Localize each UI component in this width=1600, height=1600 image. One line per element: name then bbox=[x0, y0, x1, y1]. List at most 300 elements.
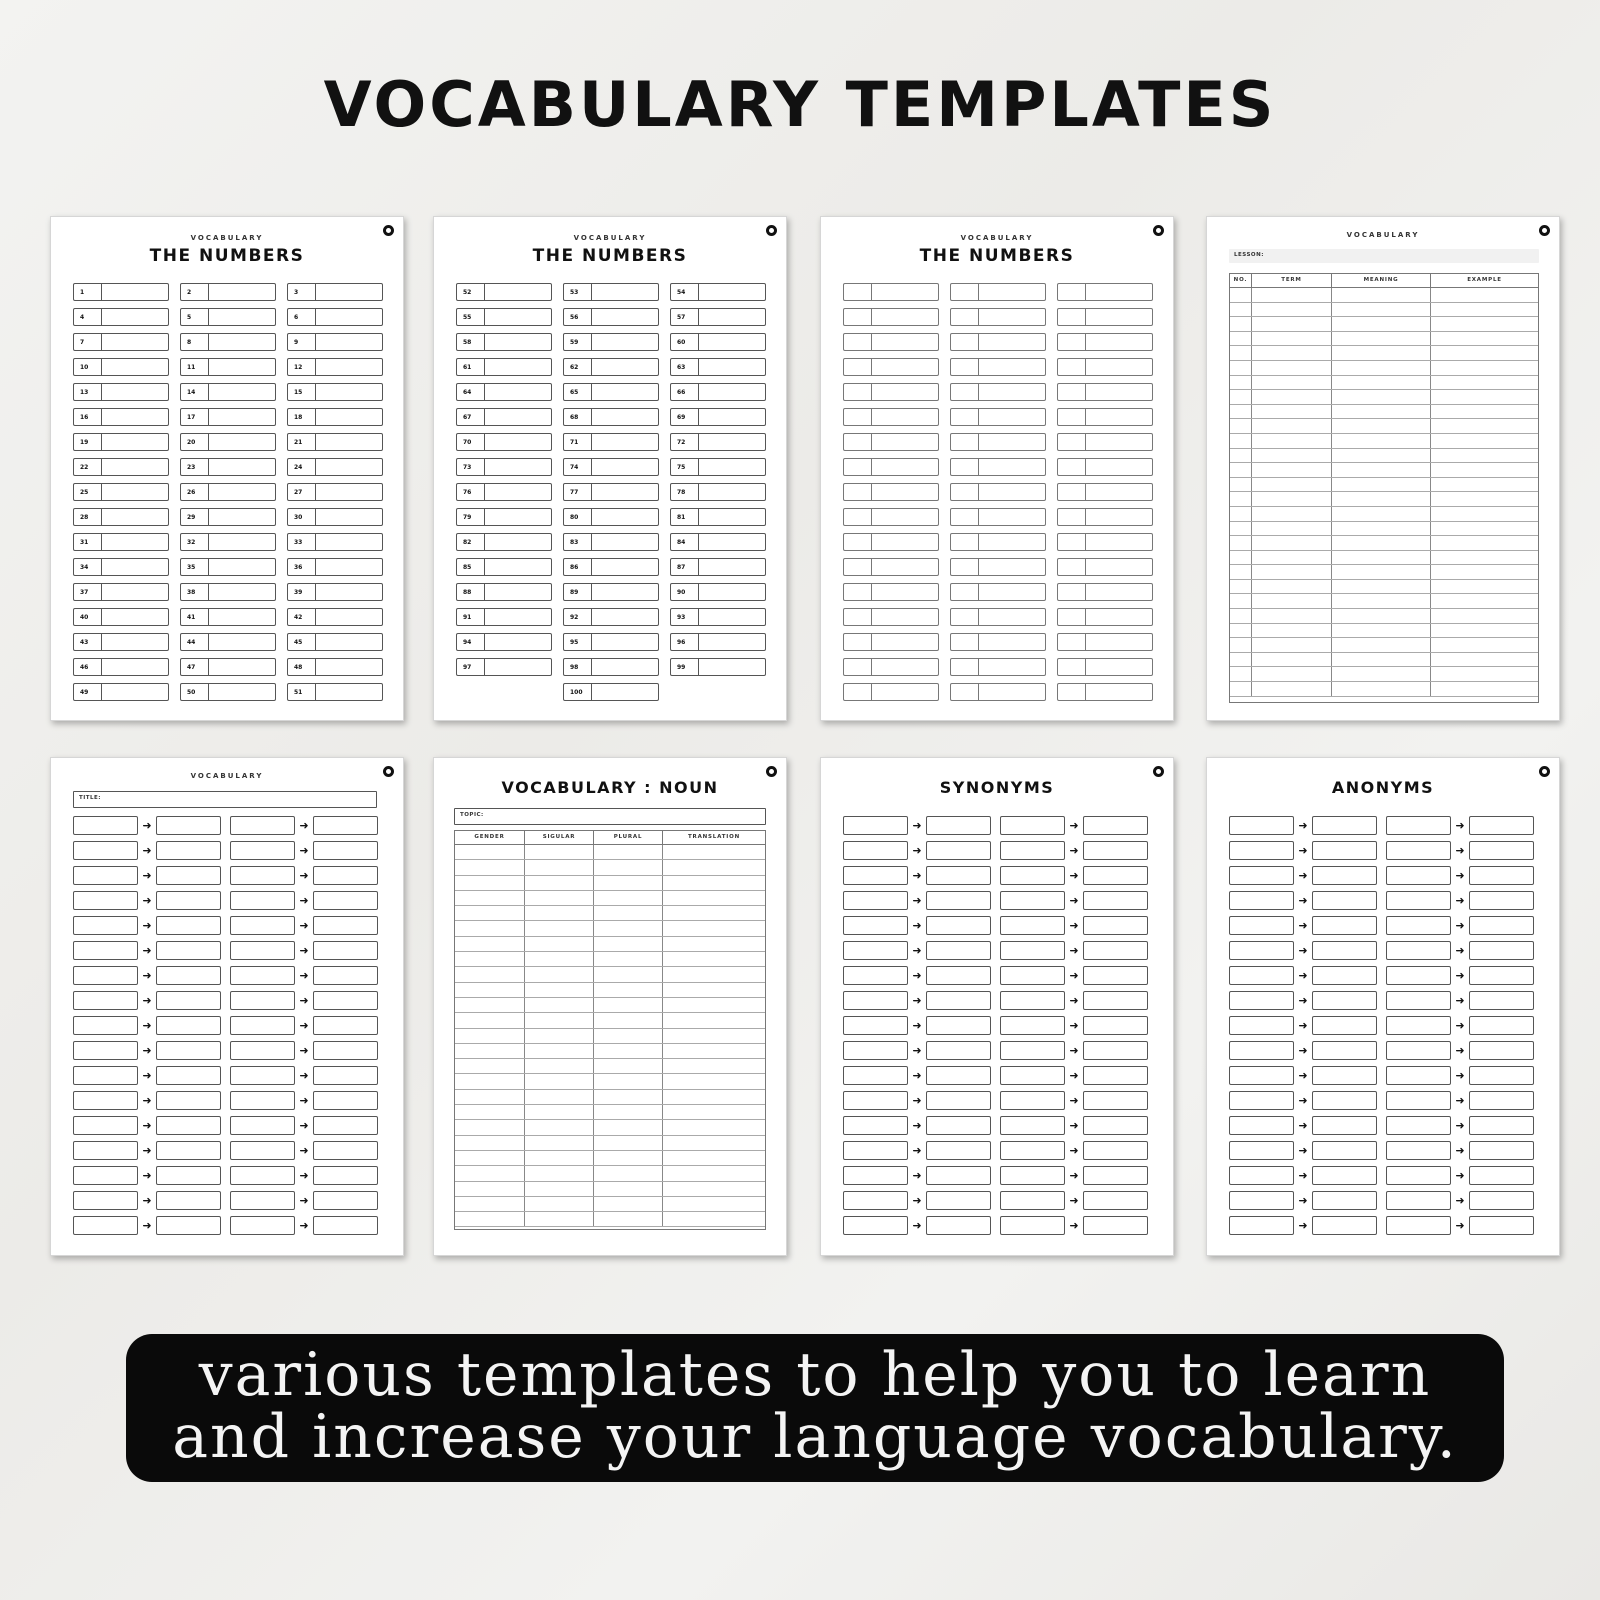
table-cell bbox=[1332, 492, 1431, 506]
table-cell bbox=[455, 845, 525, 859]
word-box bbox=[313, 1041, 378, 1060]
number-label bbox=[844, 634, 872, 650]
table-cell bbox=[1332, 624, 1431, 638]
number-label: 76 bbox=[457, 484, 485, 500]
table-cell bbox=[455, 1120, 525, 1134]
word-box bbox=[926, 866, 991, 885]
table-cell bbox=[1252, 346, 1332, 360]
arrow-right-icon: ➜ bbox=[912, 919, 922, 932]
number-label bbox=[1058, 684, 1086, 700]
table-cell bbox=[525, 845, 594, 859]
word-box bbox=[1312, 1066, 1377, 1085]
arrow-right-icon: ➜ bbox=[1455, 994, 1465, 1007]
number-label: 12 bbox=[288, 359, 316, 375]
arrow-right-icon: ➜ bbox=[299, 1194, 309, 1207]
table-cell bbox=[594, 1120, 663, 1134]
table-row bbox=[1230, 390, 1538, 405]
table-row bbox=[455, 937, 765, 952]
table-cell bbox=[1431, 449, 1538, 463]
number-label bbox=[951, 484, 979, 500]
number-label bbox=[951, 684, 979, 700]
table-cell bbox=[663, 1197, 765, 1211]
word-box bbox=[1386, 841, 1451, 860]
number-cell bbox=[563, 308, 659, 326]
number-cell bbox=[287, 533, 383, 551]
page-subheading: VOCABULARY bbox=[1346, 231, 1420, 239]
number-cell bbox=[456, 483, 552, 501]
number-cell bbox=[180, 608, 276, 626]
table-cell bbox=[525, 1212, 594, 1226]
table-row bbox=[1230, 317, 1538, 332]
arrow-right-icon: ➜ bbox=[299, 994, 309, 1007]
word-box bbox=[1386, 1116, 1451, 1135]
number-label: 2 bbox=[181, 284, 209, 300]
word-box bbox=[1229, 1191, 1294, 1210]
arrow-right-icon: ➜ bbox=[1455, 1194, 1465, 1207]
table-cell bbox=[594, 1090, 663, 1104]
word-box bbox=[1312, 916, 1377, 935]
number-cell bbox=[180, 558, 276, 576]
word-box bbox=[1000, 891, 1065, 910]
number-cell bbox=[1057, 633, 1153, 651]
number-cell bbox=[73, 558, 169, 576]
number-cell bbox=[843, 633, 939, 651]
arrow-right-icon: ➜ bbox=[1455, 1019, 1465, 1032]
number-label bbox=[951, 609, 979, 625]
number-cell bbox=[563, 633, 659, 651]
arrow-right-icon: ➜ bbox=[1069, 1169, 1079, 1182]
number-cell bbox=[950, 283, 1046, 301]
number-label: 6 bbox=[288, 309, 316, 325]
word-box bbox=[1386, 1216, 1451, 1235]
word-box bbox=[230, 841, 295, 860]
table-cell bbox=[1230, 551, 1252, 565]
number-label: 25 bbox=[74, 484, 102, 500]
word-box bbox=[1312, 1116, 1377, 1135]
number-label bbox=[1058, 284, 1086, 300]
number-cell bbox=[1057, 308, 1153, 326]
number-cell bbox=[950, 533, 1046, 551]
table-cell bbox=[1252, 463, 1332, 477]
page-title: VOCABULARY TEMPLATES bbox=[323, 68, 1277, 141]
number-label bbox=[844, 684, 872, 700]
word-box bbox=[156, 1166, 221, 1185]
table-cell bbox=[594, 1105, 663, 1119]
arrow-right-icon: ➜ bbox=[1069, 869, 1079, 882]
number-cell bbox=[73, 283, 169, 301]
table-cell bbox=[1230, 594, 1252, 608]
table-cell bbox=[663, 1074, 765, 1088]
word-box bbox=[1000, 1141, 1065, 1160]
number-label: 19 bbox=[74, 434, 102, 450]
word-box bbox=[156, 1066, 221, 1085]
table-row bbox=[455, 860, 765, 875]
number-label: 40 bbox=[74, 609, 102, 625]
number-label: 7 bbox=[74, 334, 102, 350]
word-box bbox=[156, 941, 221, 960]
column-header: GENDER bbox=[455, 831, 525, 844]
numbers-grid bbox=[843, 283, 1153, 701]
number-cell bbox=[287, 683, 383, 701]
arrow-right-icon: ➜ bbox=[142, 1094, 152, 1107]
page-heading: VOCABULARY : NOUN bbox=[501, 778, 719, 797]
number-cell bbox=[1057, 558, 1153, 576]
number-cell bbox=[287, 483, 383, 501]
arrow-right-icon: ➜ bbox=[142, 819, 152, 832]
table-cell bbox=[1431, 624, 1538, 638]
table-row bbox=[1230, 522, 1538, 537]
arrow-right-icon: ➜ bbox=[1455, 944, 1465, 957]
table-cell bbox=[525, 1105, 594, 1119]
number-cell bbox=[287, 558, 383, 576]
number-cell bbox=[180, 358, 276, 376]
synonym-pairs-grid bbox=[843, 816, 1147, 1235]
number-label bbox=[1058, 434, 1086, 450]
table-cell bbox=[525, 1136, 594, 1150]
word-box bbox=[1229, 991, 1294, 1010]
number-cell bbox=[180, 433, 276, 451]
word-box bbox=[1000, 816, 1065, 835]
arrow-right-icon: ➜ bbox=[299, 1069, 309, 1082]
table-row bbox=[1230, 405, 1538, 420]
table-cell bbox=[1230, 667, 1252, 681]
lesson-field bbox=[1229, 249, 1539, 263]
number-label bbox=[951, 559, 979, 575]
number-cell bbox=[456, 633, 552, 651]
number-cell bbox=[670, 558, 766, 576]
word-box bbox=[1469, 991, 1534, 1010]
table-row bbox=[1230, 609, 1538, 624]
table-cell bbox=[1332, 638, 1431, 652]
arrow-right-icon: ➜ bbox=[299, 969, 309, 982]
number-label bbox=[844, 559, 872, 575]
number-label: 93 bbox=[671, 609, 699, 625]
number-label bbox=[1058, 459, 1086, 475]
number-label: 92 bbox=[564, 609, 592, 625]
word-box bbox=[843, 1166, 908, 1185]
arrow-right-icon: ➜ bbox=[1455, 1169, 1465, 1182]
number-cell bbox=[73, 333, 169, 351]
number-label: 85 bbox=[457, 559, 485, 575]
number-label bbox=[844, 534, 872, 550]
number-label bbox=[951, 659, 979, 675]
number-label: 99 bbox=[671, 659, 699, 675]
number-cell bbox=[1057, 658, 1153, 676]
number-label: 83 bbox=[564, 534, 592, 550]
number-label: 5 bbox=[181, 309, 209, 325]
table-row bbox=[455, 921, 765, 936]
word-box bbox=[1229, 1016, 1294, 1035]
table-cell bbox=[1230, 463, 1252, 477]
table-cell bbox=[1431, 551, 1538, 565]
table-cell bbox=[1252, 478, 1332, 492]
arrow-right-icon: ➜ bbox=[912, 1194, 922, 1207]
number-label: 10 bbox=[74, 359, 102, 375]
ring-icon bbox=[1153, 766, 1164, 777]
table-cell bbox=[1431, 332, 1538, 346]
arrow-right-icon: ➜ bbox=[1298, 894, 1308, 907]
word-box bbox=[843, 1191, 908, 1210]
number-label: 75 bbox=[671, 459, 699, 475]
word-box bbox=[926, 991, 991, 1010]
number-cell bbox=[563, 683, 659, 701]
word-box bbox=[926, 841, 991, 860]
number-label bbox=[1058, 609, 1086, 625]
number-cell bbox=[670, 483, 766, 501]
arrow-right-icon: ➜ bbox=[299, 919, 309, 932]
word-box bbox=[230, 1116, 295, 1135]
number-cell bbox=[563, 583, 659, 601]
tagline-line-2: and increase your language vocabulary. bbox=[172, 1402, 1458, 1472]
word-box bbox=[843, 1041, 908, 1060]
word-box bbox=[1083, 816, 1148, 835]
table-row bbox=[1230, 667, 1538, 682]
number-label bbox=[844, 409, 872, 425]
word-box bbox=[1083, 966, 1148, 985]
word-box bbox=[843, 941, 908, 960]
arrow-right-icon: ➜ bbox=[912, 944, 922, 957]
word-box bbox=[843, 891, 908, 910]
word-box bbox=[1229, 966, 1294, 985]
word-box bbox=[1469, 1066, 1534, 1085]
table-cell bbox=[1230, 653, 1252, 667]
table-cell bbox=[594, 1166, 663, 1180]
table-cell bbox=[525, 860, 594, 874]
table-row bbox=[455, 1197, 765, 1212]
number-label: 45 bbox=[288, 634, 316, 650]
word-box bbox=[313, 1141, 378, 1160]
page-subheading: VOCABULARY bbox=[190, 234, 264, 242]
arrow-right-icon: ➜ bbox=[1069, 819, 1079, 832]
word-box bbox=[1000, 991, 1065, 1010]
number-label bbox=[844, 359, 872, 375]
word-box bbox=[1083, 1091, 1148, 1110]
number-cell bbox=[670, 408, 766, 426]
table-row bbox=[455, 1074, 765, 1089]
table-row bbox=[1230, 682, 1538, 697]
word-box bbox=[926, 941, 991, 960]
arrow-right-icon: ➜ bbox=[1298, 919, 1308, 932]
table-body bbox=[455, 845, 765, 1227]
table-cell bbox=[525, 1090, 594, 1104]
number-cell bbox=[1057, 433, 1153, 451]
table-cell bbox=[1431, 580, 1538, 594]
word-box bbox=[73, 1166, 138, 1185]
number-label: 33 bbox=[288, 534, 316, 550]
number-cell bbox=[287, 583, 383, 601]
arrow-right-icon: ➜ bbox=[1298, 1169, 1308, 1182]
word-box bbox=[230, 1016, 295, 1035]
word-box bbox=[230, 1066, 295, 1085]
number-label: 67 bbox=[457, 409, 485, 425]
arrow-right-icon: ➜ bbox=[1069, 1044, 1079, 1057]
table-cell bbox=[663, 937, 765, 951]
arrow-right-icon: ➜ bbox=[912, 1019, 922, 1032]
number-label: 54 bbox=[671, 284, 699, 300]
number-cell bbox=[1057, 508, 1153, 526]
table-cell bbox=[1252, 449, 1332, 463]
table-cell bbox=[1332, 405, 1431, 419]
arrow-right-icon: ➜ bbox=[1298, 1219, 1308, 1232]
number-label bbox=[844, 309, 872, 325]
number-label: 14 bbox=[181, 384, 209, 400]
word-box bbox=[156, 1091, 221, 1110]
arrow-right-icon: ➜ bbox=[1455, 969, 1465, 982]
table-cell bbox=[1230, 288, 1252, 302]
word-box bbox=[1083, 1191, 1148, 1210]
number-label: 21 bbox=[288, 434, 316, 450]
word-box bbox=[73, 866, 138, 885]
tagline-line-1: various templates to help you to learn bbox=[198, 1340, 1432, 1410]
template-numbers-blank bbox=[820, 216, 1174, 721]
table-cell bbox=[594, 906, 663, 920]
table-row bbox=[1230, 288, 1538, 303]
word-box bbox=[230, 916, 295, 935]
template-vocabulary-table bbox=[1206, 216, 1560, 721]
arrow-right-icon: ➜ bbox=[1069, 1144, 1079, 1157]
arrow-right-icon: ➜ bbox=[1298, 969, 1308, 982]
word-box bbox=[1386, 1066, 1451, 1085]
word-box bbox=[313, 1116, 378, 1135]
table-cell bbox=[1230, 346, 1252, 360]
arrow-right-icon: ➜ bbox=[912, 894, 922, 907]
number-cell bbox=[287, 408, 383, 426]
number-label bbox=[1058, 584, 1086, 600]
table-header bbox=[455, 831, 765, 845]
word-box bbox=[843, 1216, 908, 1235]
word-box bbox=[73, 1216, 138, 1235]
number-cell bbox=[73, 408, 169, 426]
table-cell bbox=[1431, 463, 1538, 477]
word-box bbox=[156, 1141, 221, 1160]
arrow-right-icon: ➜ bbox=[1298, 1044, 1308, 1057]
number-cell bbox=[843, 483, 939, 501]
table-row bbox=[1230, 361, 1538, 376]
number-label: 77 bbox=[564, 484, 592, 500]
word-box bbox=[926, 1216, 991, 1235]
table-cell bbox=[525, 1197, 594, 1211]
table-row bbox=[455, 876, 765, 891]
word-box bbox=[1469, 866, 1534, 885]
table-cell bbox=[1252, 376, 1332, 390]
table-row bbox=[455, 1029, 765, 1044]
table-cell bbox=[1332, 667, 1431, 681]
number-cell bbox=[456, 358, 552, 376]
number-label: 27 bbox=[288, 484, 316, 500]
word-box bbox=[156, 1016, 221, 1035]
table-cell bbox=[663, 876, 765, 890]
table-row bbox=[455, 952, 765, 967]
number-label bbox=[844, 659, 872, 675]
number-cell bbox=[287, 633, 383, 651]
arrow-right-icon: ➜ bbox=[912, 1169, 922, 1182]
number-label: 59 bbox=[564, 334, 592, 350]
word-box bbox=[73, 966, 138, 985]
table-cell bbox=[1332, 376, 1431, 390]
number-label: 44 bbox=[181, 634, 209, 650]
topic-label: TOPIC: bbox=[460, 812, 484, 818]
table-cell bbox=[1230, 332, 1252, 346]
topic-field bbox=[454, 808, 766, 825]
word-box bbox=[1000, 1016, 1065, 1035]
table-cell bbox=[594, 1212, 663, 1226]
arrow-right-icon: ➜ bbox=[299, 844, 309, 857]
template-synonyms bbox=[820, 757, 1174, 1256]
title-label: TITLE: bbox=[79, 795, 102, 801]
table-row bbox=[1230, 419, 1538, 434]
arrow-right-icon: ➜ bbox=[912, 1094, 922, 1107]
word-box bbox=[1312, 1091, 1377, 1110]
table-cell bbox=[1252, 638, 1332, 652]
number-cell bbox=[843, 458, 939, 476]
table-cell bbox=[1431, 536, 1538, 550]
table-cell bbox=[1431, 288, 1538, 302]
word-box bbox=[73, 1191, 138, 1210]
table-row bbox=[1230, 536, 1538, 551]
word-box bbox=[156, 891, 221, 910]
table-cell bbox=[1230, 624, 1252, 638]
word-box bbox=[843, 1066, 908, 1085]
word-box bbox=[843, 1141, 908, 1160]
table-cell bbox=[1252, 288, 1332, 302]
arrow-right-icon: ➜ bbox=[912, 1119, 922, 1132]
number-label: 43 bbox=[74, 634, 102, 650]
column-header: TERM bbox=[1252, 274, 1332, 287]
word-box bbox=[230, 1166, 295, 1185]
number-cell bbox=[73, 508, 169, 526]
table-cell bbox=[1431, 522, 1538, 536]
number-label: 72 bbox=[671, 434, 699, 450]
arrow-right-icon: ➜ bbox=[1298, 1119, 1308, 1132]
number-label: 11 bbox=[181, 359, 209, 375]
word-box bbox=[73, 1116, 138, 1135]
word-box bbox=[1469, 816, 1534, 835]
word-box bbox=[1229, 816, 1294, 835]
number-cell bbox=[180, 633, 276, 651]
table-cell bbox=[525, 876, 594, 890]
lesson-label: LESSON: bbox=[1234, 252, 1264, 258]
arrow-right-icon: ➜ bbox=[299, 944, 309, 957]
number-label bbox=[844, 284, 872, 300]
number-cell bbox=[1057, 458, 1153, 476]
word-box bbox=[1469, 891, 1534, 910]
number-cell bbox=[287, 383, 383, 401]
number-label bbox=[1058, 534, 1086, 550]
word-box bbox=[313, 1066, 378, 1085]
column-header: NO. bbox=[1230, 274, 1252, 287]
word-box bbox=[1469, 966, 1534, 985]
table-cell bbox=[455, 1059, 525, 1073]
arrow-right-icon: ➜ bbox=[1455, 894, 1465, 907]
number-label: 37 bbox=[74, 584, 102, 600]
tagline-banner bbox=[126, 1334, 1504, 1482]
table-cell bbox=[1252, 536, 1332, 550]
table-cell bbox=[663, 952, 765, 966]
word-box bbox=[1312, 991, 1377, 1010]
word-box bbox=[1469, 1216, 1534, 1235]
number-label: 90 bbox=[671, 584, 699, 600]
word-box bbox=[313, 916, 378, 935]
word-box bbox=[1386, 916, 1451, 935]
table-cell bbox=[455, 967, 525, 981]
word-box bbox=[843, 866, 908, 885]
number-label: 50 bbox=[181, 684, 209, 700]
number-cell bbox=[456, 458, 552, 476]
word-box bbox=[73, 841, 138, 860]
number-cell bbox=[180, 408, 276, 426]
number-cell bbox=[456, 408, 552, 426]
table-cell bbox=[663, 998, 765, 1012]
